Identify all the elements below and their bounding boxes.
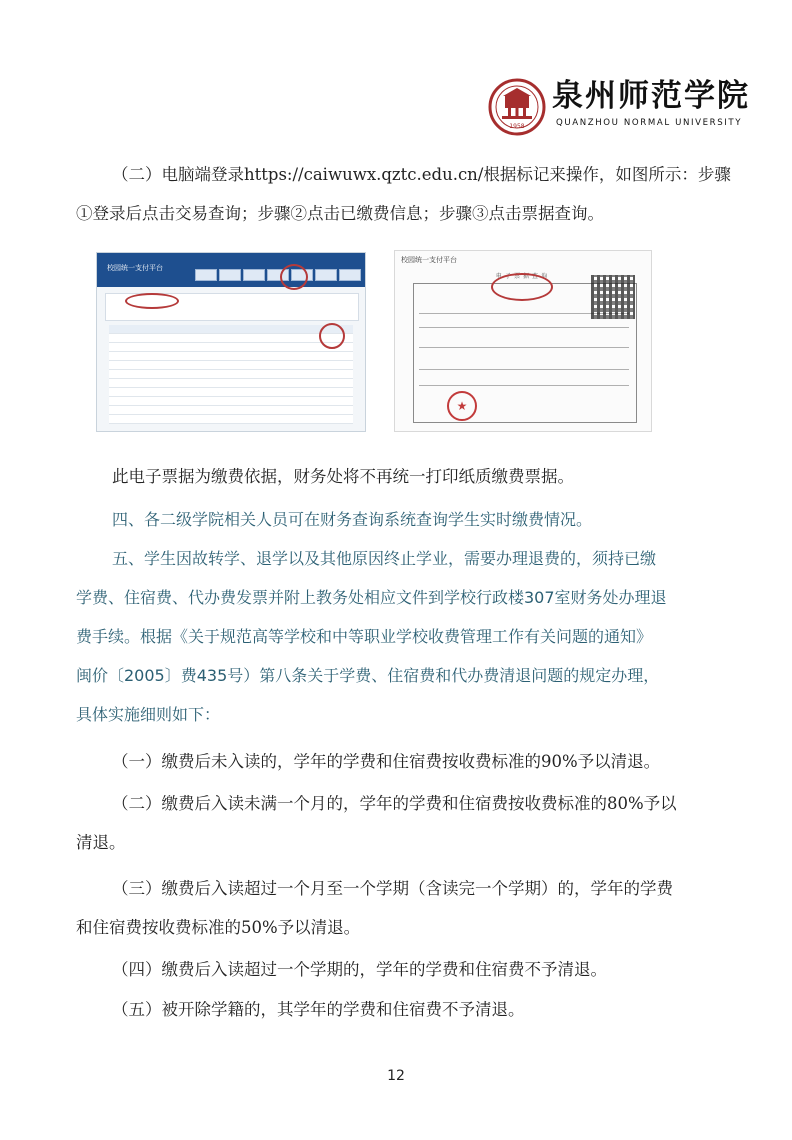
- platform-title: 校园统一支付平台: [107, 264, 163, 272]
- rule-2-line-2: 清退。: [76, 833, 126, 852]
- receipt-rule: [419, 327, 629, 328]
- receipt-title: 电子票据查询: [495, 273, 550, 280]
- platform-screenshot: [96, 252, 366, 432]
- rule-1: （一）缴费后未入读的，学年的学费和住宿费按收费标准的90%予以清退。: [112, 752, 661, 771]
- platform-tab: [195, 269, 217, 281]
- section-5-line-2: 学费、住宿费、代办费发票并附上教务处相应文件到学校行政楼307室财务处办理退: [76, 588, 667, 607]
- platform-tab: [339, 269, 361, 281]
- section-5-line-4: 闽价〔2005〕费435号）第八条关于学费、住宿费和代办费清退问题的规定办理，: [76, 666, 660, 685]
- rule-3-line-2: 和住宿费按收费标准的50%予以清退。: [76, 918, 361, 937]
- platform-tabs: [195, 269, 361, 281]
- platform-tab: [219, 269, 241, 281]
- university-name-cn: 泉州师范学院: [552, 78, 750, 114]
- receipt-screenshot: [394, 250, 652, 432]
- section-5-line-1: 五、学生因故转学、退学以及其他原因终止学业，需要办理退费的，须持已缴: [112, 549, 657, 568]
- table-row: [109, 406, 353, 415]
- platform-tab: [243, 269, 265, 281]
- receipt-rule: [419, 369, 629, 370]
- qr-code-icon: [591, 275, 635, 319]
- table-row: [109, 388, 353, 397]
- table-row: [109, 343, 353, 352]
- table-row: [109, 379, 353, 388]
- university-logo: [488, 76, 750, 138]
- step1-highlight-circle: [280, 264, 308, 290]
- rule-3-line-1: （三）缴费后入读超过一个月至一个学期（含读完一个学期）的，学年的学费: [112, 879, 673, 898]
- step2-highlight-circle: [125, 293, 179, 309]
- rule-4: （四）缴费后入读超过一个学期的，学年的学费和住宿费不予清退。: [112, 960, 607, 979]
- receipt-platform-header: 校园统一支付平台: [401, 256, 457, 264]
- rule-2-line-1: （二）缴费后入读未满一个月的，学年的学费和住宿费按收费标准的80%予以: [112, 794, 677, 813]
- step3-highlight-circle: [319, 323, 345, 349]
- official-stamp-icon: ★: [447, 391, 477, 421]
- table-row: [109, 415, 353, 424]
- page-number: 12: [387, 1068, 405, 1084]
- table-row: [109, 397, 353, 406]
- university-name-en: QUANZHOU NORMAL UNIVERSITY: [556, 118, 743, 128]
- platform-tab: [315, 269, 337, 281]
- university-seal-icon: [488, 78, 546, 136]
- intro-line-1: （二）电脑端登录https://caiwuwx.qztc.edu.cn/根据标记来操作，如图所示：步骤: [112, 165, 731, 184]
- section-5-line-3: 费手续。根据《关于规范高等学校和中等职业学校收费管理工作有关问题的通知》: [76, 627, 653, 646]
- receipt-rule: [419, 385, 629, 386]
- table-row: [109, 361, 353, 370]
- intro-line-2: ①登录后点击交易查询；步骤②点击已缴费信息；步骤③点击票据查询。: [76, 204, 604, 223]
- section-4: 四、各二级学院相关人员可在财务查询系统查询学生实时缴费情况。: [112, 510, 593, 529]
- table-row: [109, 334, 353, 343]
- table-row: [109, 370, 353, 379]
- platform-header: [97, 253, 365, 287]
- table-row: [109, 352, 353, 361]
- table-header-row: [109, 325, 353, 334]
- receipt-rule: [419, 347, 629, 348]
- receipt-highlight-circle: [491, 273, 553, 301]
- platform-record-table: [109, 325, 353, 424]
- seal-year: 1958: [509, 123, 525, 130]
- receipt-note: 此电子票据为缴费依据，财务处将不再统一打印纸质缴费票据。: [112, 467, 574, 486]
- rule-5: （五）被开除学籍的，其学年的学费和住宿费不予清退。: [112, 1000, 525, 1019]
- section-5-line-5: 具体实施细则如下：: [76, 705, 221, 724]
